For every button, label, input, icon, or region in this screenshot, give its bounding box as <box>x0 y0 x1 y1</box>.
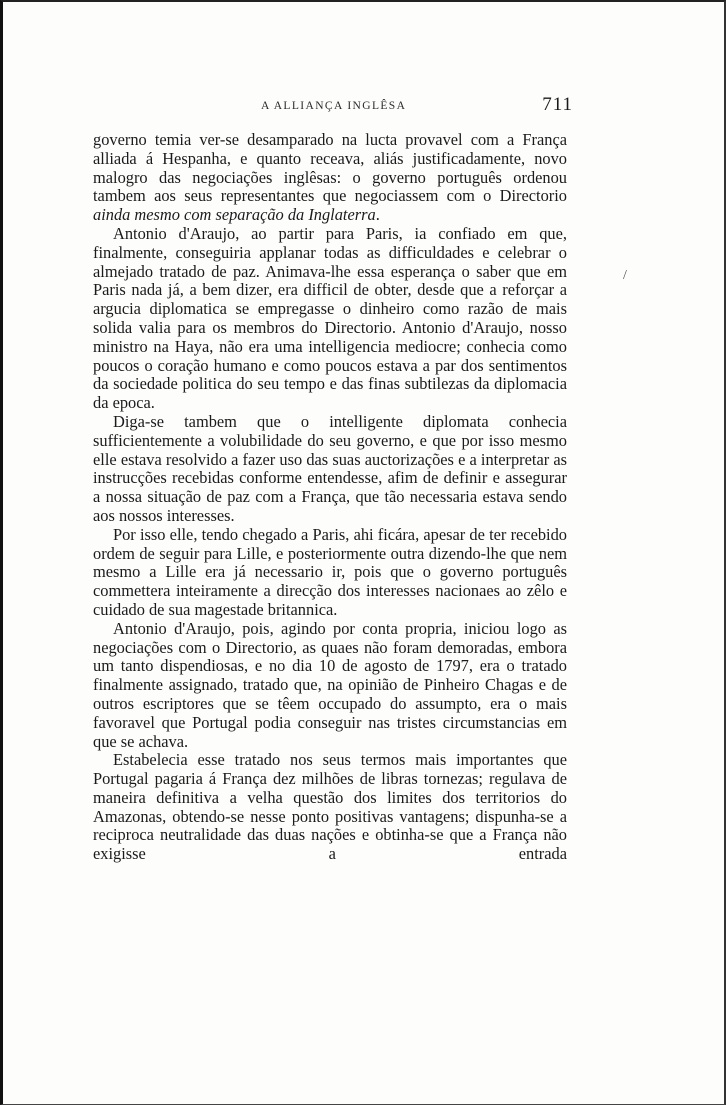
paragraph-6: Estabelecia esse tratado nos seus termos mais importantes que Portugal pagaria á França dez milhões de libras tornezas; regulava de maneira definitiva a velha questão dos limites dos territorios do Amazonas, obtendo-se nesse ponto positivas vantagens; dispunha-se a reciproca neutralidade das duas nações e obtinha-se que a França não exigisse a entrada <box>93 750 567 864</box>
paragraph-5: Antonio d'Araujo, pois, agindo por conta propria, iniciou logo as negociações com o Directorio, as quaes não foram demoradas, embora um tanto dispendiosas, e no dia 10 de agosto de 1797, era o tratado finalmente assignado, tratado que, na opinião de Pinheiro Chagas e de outros escriptores que se têem occupado do assumpto, era o mais favoravel que Portugal podia conseguir nas tristes circumstancias em que se achava. <box>93 618 567 751</box>
paragraph-1 <box>93 131 567 225</box>
page-number: 711 <box>542 94 573 115</box>
scan-speck-mark: / <box>623 268 627 283</box>
paragraph-2: Antonio d'Araujo, ao partir para Paris, ia confiado em que, finalmente, conseguiria applanar todas as difficuldades e celebrar o almejado tratado de paz. Animava-lhe essa esperança o saber que em Paris nada já, a bem dizer, era difficil de obter, desde que a reforçar a argucia diplomatica se empregasse o dinheiro como razão de mais solida valia para os membros do Directorio. Antonio d'Araujo, nosso ministro na Haya, não era uma intelligencia mediocre; conhecia como poucos o coração humano e como poucos estava a par dos sentimentos da sociedade politica do seu tempo e das finas subtilezas da diplomacia da epoca. <box>93 223 567 413</box>
paragraph-4: Por isso elle, tendo chegado a Paris, ahi ficára, apesar de ter recebido ordem de seguir para Lille, e posteriormente outra dizendo-lhe que nem mesmo a Lille era já necessario ir, pois que o governo português commettera inteiramente a direcção dos interesses nacionaes ao zêlo e cuidado de sua magestade britannica. <box>93 524 567 619</box>
running-title: A ALLIANÇA INGLÊSA <box>261 100 407 112</box>
paragraph-1-text: governo temia ver-se desamparado na lucta provavel com a França alliada á Hespanha, e quanto receava, aliás justificadamente, novo malogro das negociações inglêsas: o governo português ordenou tambem aos seus representantes que negociassem com o Directorio <box>93 130 567 206</box>
paragraph-1-tail: . <box>375 205 380 225</box>
text-body <box>93 131 567 864</box>
running-head <box>93 94 573 120</box>
paragraph-3: Diga-se tambem que o intelligente diplomata conhecia sufficientemente a volubilidade do seu governo, e que por isso mesmo elle estava resolvido a fazer uso das suas auctorizações e a interpretar as instrucções recebidas conforme entendesse, afim de definir e assegurar a nossa situação de paz com a França, que tão necessaria estava sendo aos nossos interesses. <box>93 411 567 525</box>
paragraph-1-italic: ainda mesmo com separação da Inglaterra <box>93 205 376 225</box>
